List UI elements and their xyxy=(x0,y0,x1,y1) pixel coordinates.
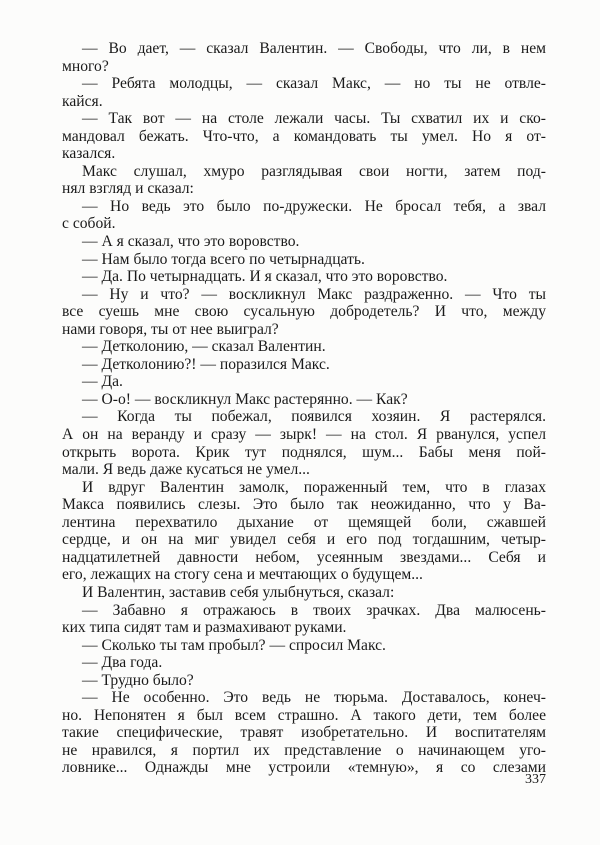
text-line: много? xyxy=(62,57,109,75)
text-line: — Но ведь это было по-дружески. Не бросал тебя, а звал xyxy=(82,197,546,215)
text-line: — Детколонию, — сказал Валентин. xyxy=(82,338,326,356)
text-line: его, лежащих на стогу сена и мечтающих о будущем... xyxy=(62,566,423,584)
page-body-text xyxy=(62,40,546,777)
text-line: надцатилетней давности небом, усеянным звездами... Себя и xyxy=(62,548,546,566)
text-line: — Сколько ты там пробыл? — спросил Макс. xyxy=(82,636,386,654)
text-line: Макс слушал, хмуро разглядывая свои ногти, затем под- xyxy=(82,162,546,180)
text-line: казался. xyxy=(62,145,116,163)
text-line: А он на веранду и сразу — зырк! — на стол. Я рванулся, успел xyxy=(62,426,546,444)
text-line: нами говоря, ты от нее выиграл? xyxy=(62,320,279,338)
text-line: — Во дает, — сказал Валентин. — Свободы, что ли, в нем xyxy=(82,40,546,57)
text-line: — Когда ты побежал, появился хозяин. Я растерялся. xyxy=(82,408,546,426)
page-number: 337 xyxy=(525,772,546,787)
text-line: — Так вот — на столе лежали часы. Ты схватил их и ско- xyxy=(82,110,546,128)
text-line: все суешь мне свою сусальную добродетель? И что, между xyxy=(62,303,546,321)
text-line: открыть ворота. Крик тут поднялся, шум... Бабы меня пой- xyxy=(62,443,546,461)
text-line: не нравился, я портил их представление о начинающем уго- xyxy=(62,741,546,759)
text-line: лентина перехватило дыхание от щемящей боли, сжавшей xyxy=(62,513,546,531)
text-line: мандовал бежать. Что-что, а командовать ты умел. Но я от- xyxy=(62,127,546,145)
text-line: — Да. xyxy=(82,373,123,391)
text-line: сердце, и он на миг увидел себя и его под тогдашним, четыр- xyxy=(62,531,546,549)
text-line: — Нам было тогда всего по четырнадцать. xyxy=(82,250,365,268)
text-line: такие специфические, травят изобретательно. И воспитателям xyxy=(62,724,546,742)
text-line: нял взгляд и сказал: xyxy=(62,180,194,198)
text-line: — Не особенно. Это ведь не тюрьма. Доставалось, конеч- xyxy=(82,689,546,707)
text-line: мали. Я ведь даже кусаться не умел... xyxy=(62,461,310,479)
text-line: ких типа сидят там и размахивают руками. xyxy=(62,619,347,637)
text-line: И Валентин, заставив себя улыбнуться, сказал: xyxy=(82,583,395,601)
text-line: Макса появились слезы. Это было так неожиданно, что у Ва- xyxy=(62,496,546,514)
text-line: — О-о! — воскликнул Макс растерянно. — Как? xyxy=(82,390,408,408)
text-line: И вдруг Валентин замолк, пораженный тем, что в глазах xyxy=(82,478,546,496)
text-line: — Детколонию?! — поразился Макс. xyxy=(82,355,330,373)
text-line: — Забавно я отражаюсь в твоих зрачках. Два малюсень- xyxy=(82,601,546,619)
text-line: — Ну и что? — воскликнул Макс раздраженно. — Что ты xyxy=(82,285,546,303)
text-line: но. Непонятен я был всем страшно. А такого дети, тем более xyxy=(62,706,546,724)
text-line: — А я сказал, что это воровство. xyxy=(82,233,300,251)
text-line: — Да. По четырнадцать. И я сказал, что это воровство. xyxy=(82,268,448,286)
text-line: — Два года. xyxy=(82,654,163,672)
text-line: с собой. xyxy=(62,215,116,233)
text-line: кайся. xyxy=(62,92,103,110)
text-line: — Трудно было? xyxy=(82,671,194,689)
text-line: — Ребята молодцы, — сказал Макс, — но ты не отвле- xyxy=(82,75,546,93)
text-line: ловнике... Однажды мне устроили «темную», я со слезами xyxy=(62,759,546,777)
